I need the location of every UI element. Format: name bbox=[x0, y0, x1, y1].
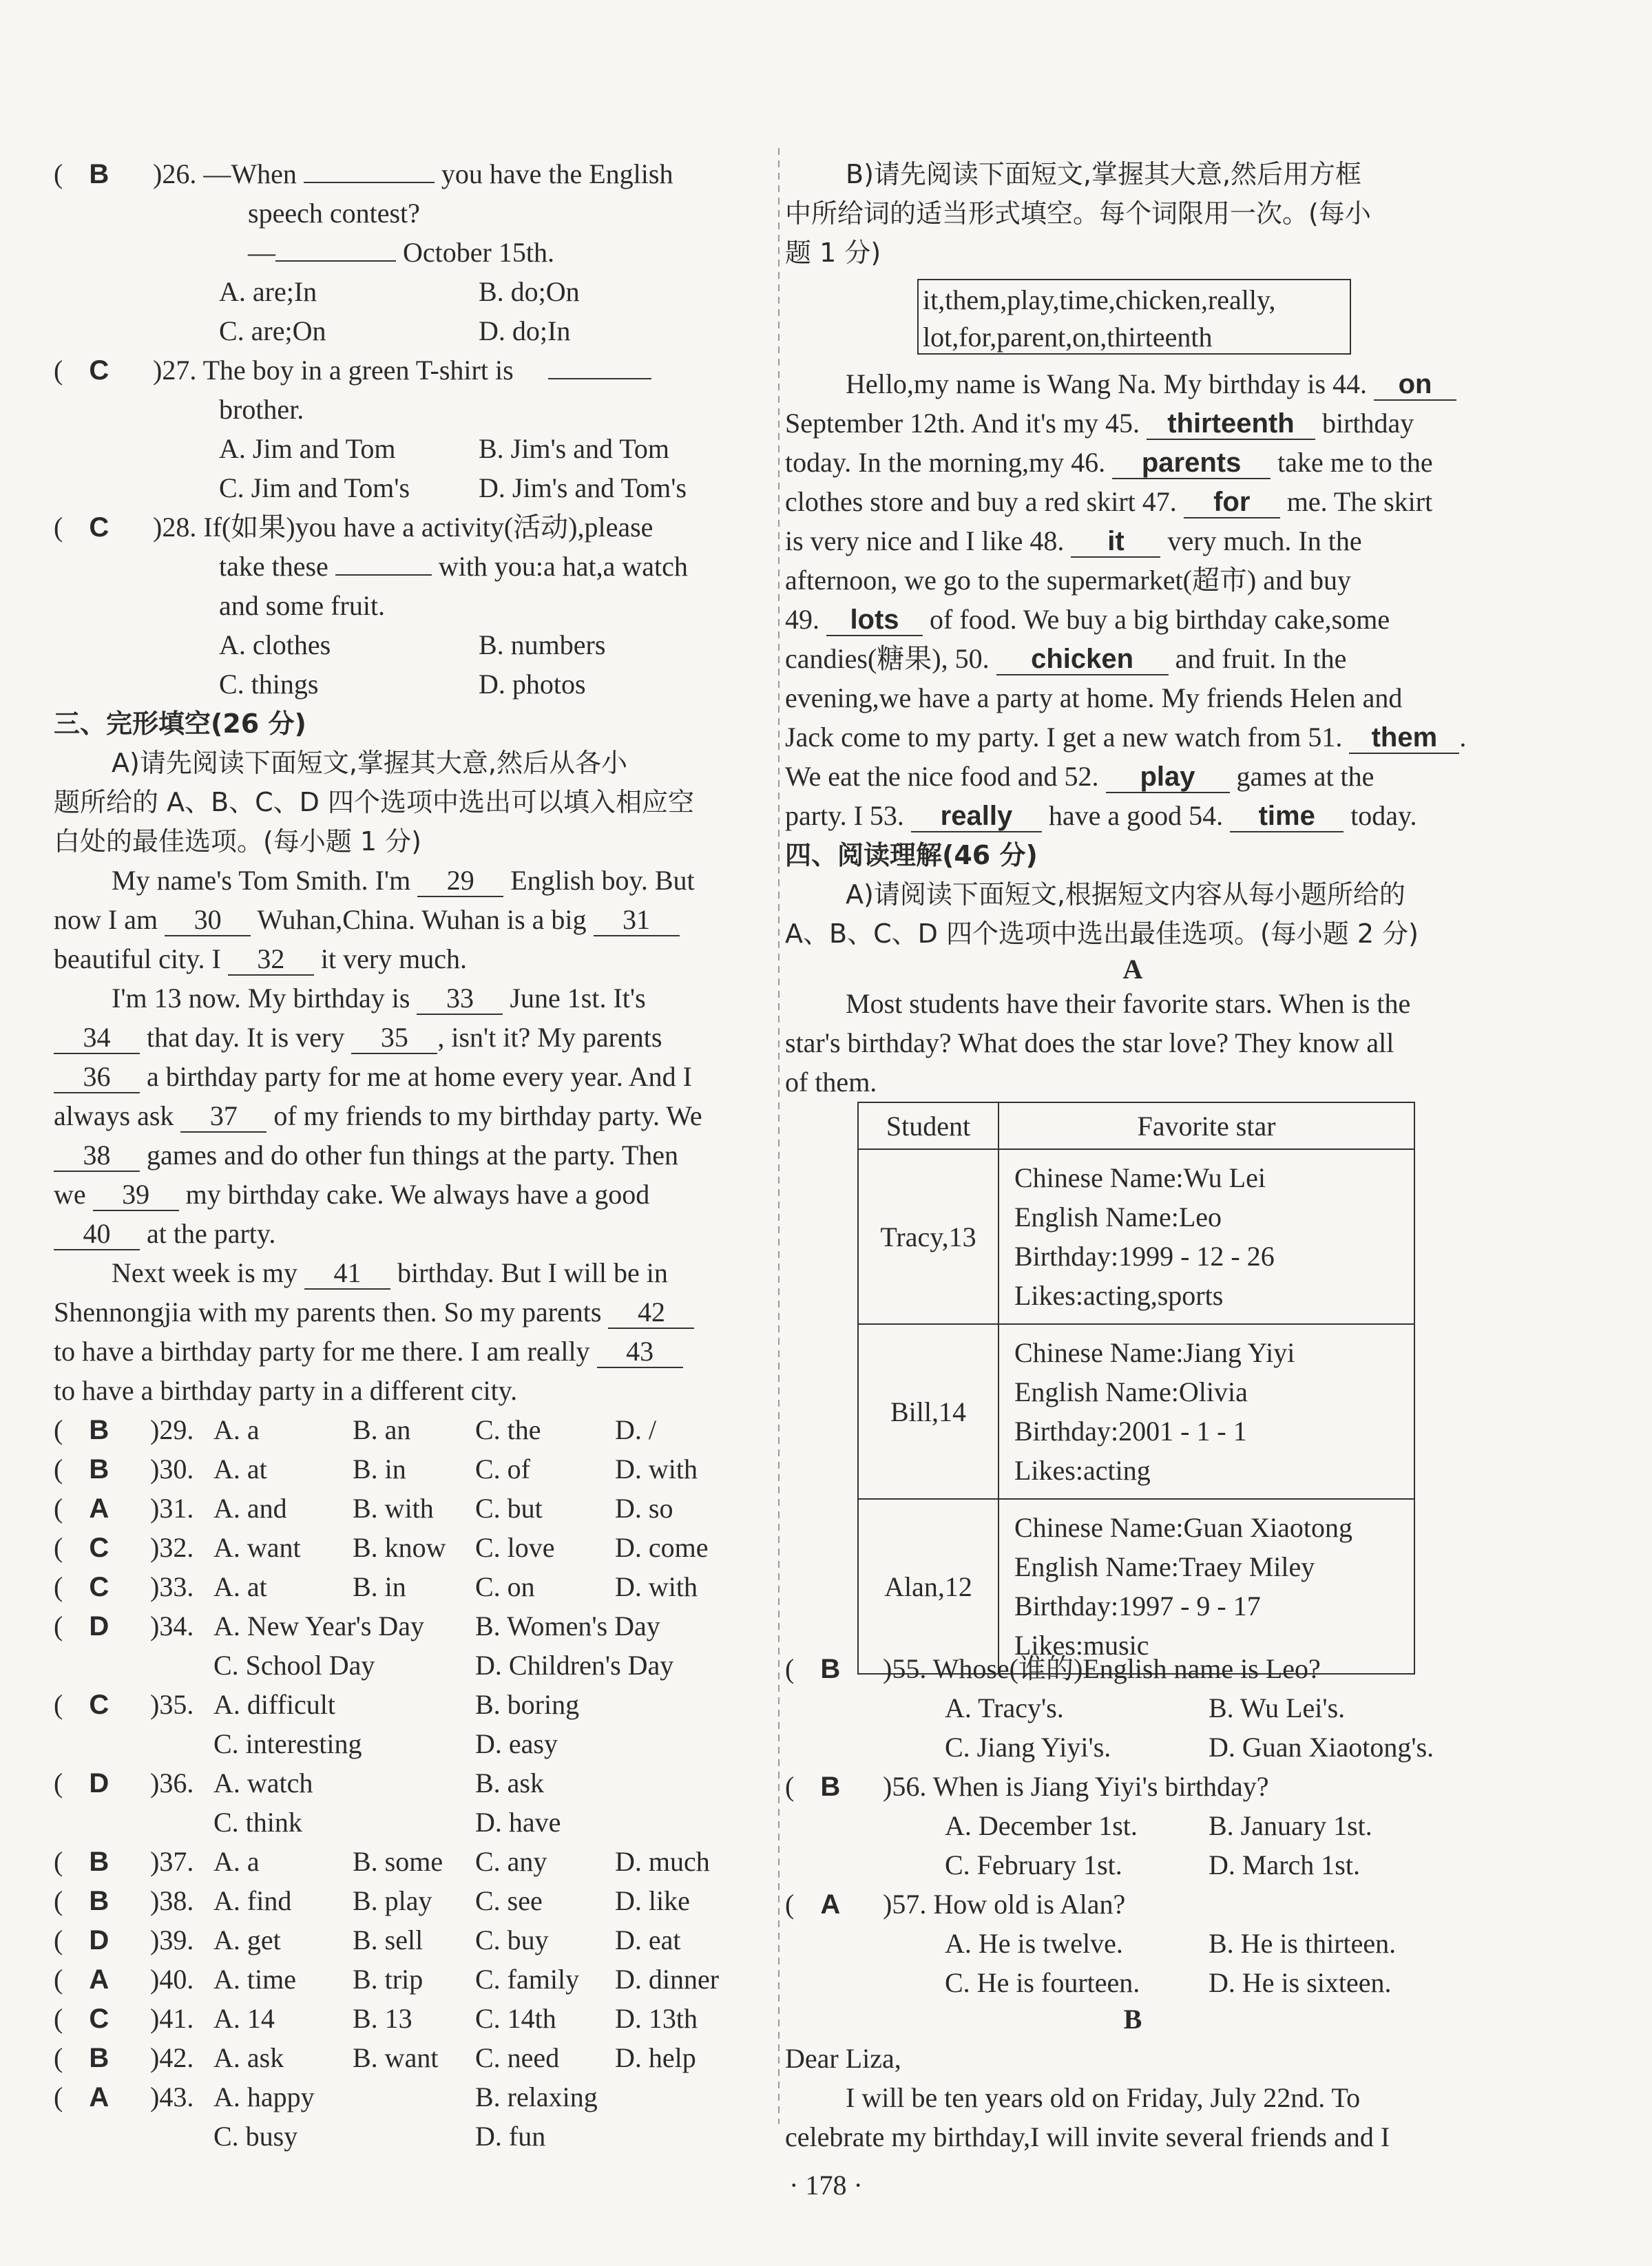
q29-answer: ( B bbox=[54, 1414, 109, 1445]
q34-answer: ( D bbox=[54, 1611, 109, 1641]
student-cell: Bill,14 bbox=[858, 1324, 998, 1499]
q43-option-b: B. relaxing bbox=[475, 2081, 598, 2112]
q40-option-d: D. dinner bbox=[615, 1964, 720, 1995]
q32-option-b: B. know bbox=[353, 1532, 446, 1563]
star-likes: Likes:music bbox=[1014, 1630, 1149, 1661]
q27-line2: brother. bbox=[219, 394, 304, 425]
q32-option-d: D. come bbox=[615, 1532, 709, 1563]
q57-answer: ( A bbox=[785, 1889, 841, 1920]
fill-line-7: 49. lots of food. We buy a big birthday cake,some bbox=[785, 604, 1390, 635]
q29-option-c: C. the bbox=[475, 1414, 541, 1445]
cloze-line-12: Shennongjia with my parents then. So my parents 42 bbox=[54, 1293, 694, 1332]
q40-number: )40. bbox=[150, 1964, 194, 1995]
q27-option-a: A. Jim and Tom bbox=[219, 433, 396, 464]
q27-option-d: D. Jim's and Tom's bbox=[479, 472, 687, 503]
q38-answer: ( B bbox=[54, 1885, 109, 1916]
star-chinese-name: Chinese Name:Wu Lei bbox=[1014, 1162, 1266, 1193]
section-3-heading: 三、完形填空(26 分) bbox=[54, 709, 306, 739]
q41-option-c: C. 14th bbox=[475, 2003, 556, 2034]
star-chinese-name: Chinese Name:Jiang Yiyi bbox=[1014, 1337, 1295, 1368]
q40-option-a: A. time bbox=[213, 1964, 296, 1995]
q35-number: )35. bbox=[150, 1689, 194, 1720]
q35-option-d: D. easy bbox=[475, 1728, 558, 1759]
letter-line-1: I will be ten years old on Friday, July 22nd. To bbox=[846, 2082, 1361, 2113]
q40-option-c: C. family bbox=[475, 1964, 580, 1995]
fill-line-3: today. In the morning,my 46. parents take me to the bbox=[785, 447, 1433, 478]
q56-option-a: A. December 1st. bbox=[945, 1810, 1138, 1841]
star-birthday: Birthday:1997 - 9 - 17 bbox=[1014, 1591, 1261, 1622]
q56-answer: ( B bbox=[785, 1771, 841, 1802]
passage-a-line-2: star's birthday? What does the star love? They know all bbox=[785, 1027, 1394, 1058]
q38-option-b: B. play bbox=[353, 1885, 432, 1916]
q33-number: )33. bbox=[150, 1571, 194, 1602]
q31-option-c: C. but bbox=[475, 1493, 543, 1524]
q39-option-b: B. sell bbox=[353, 1924, 424, 1955]
star-english-name: English Name:Leo bbox=[1014, 1202, 1222, 1232]
q55-option-a: A. Tracy's. bbox=[945, 1692, 1064, 1723]
cloze-instructions-2: 题所给的 A、B、C、D 四个选项中选出可以填入相应空 bbox=[54, 787, 695, 817]
q41-number: )41. bbox=[150, 2003, 194, 2034]
q26-option-a: A. are;In bbox=[219, 276, 317, 307]
q27-answer: ( C bbox=[54, 355, 109, 386]
q57-stem: )57. How old is Alan? bbox=[883, 1889, 1126, 1920]
q38-number: )38. bbox=[150, 1885, 194, 1916]
column-divider bbox=[778, 148, 780, 2124]
q37-answer: ( B bbox=[54, 1846, 109, 1877]
q56-option-b: B. January 1st. bbox=[1209, 1810, 1372, 1841]
q56-option-c: C. February 1st. bbox=[945, 1849, 1122, 1880]
q55-option-c: C. Jiang Yiyi's. bbox=[945, 1732, 1111, 1763]
q42-answer: ( B bbox=[54, 2042, 109, 2073]
q41-option-a: A. 14 bbox=[213, 2003, 275, 2034]
q26-answer: ( B bbox=[54, 158, 109, 189]
table-header-favorite-star: Favorite star bbox=[998, 1102, 1414, 1149]
q33-answer: ( C bbox=[54, 1571, 109, 1602]
q28-line3: and some fruit. bbox=[219, 590, 386, 621]
cloze-line-7: always ask 37 of my friends to my birthday party. We bbox=[54, 1100, 702, 1131]
q26-option-b: B. do;On bbox=[479, 276, 580, 307]
q38-option-c: C. see bbox=[475, 1885, 543, 1916]
star-likes: Likes:acting bbox=[1014, 1455, 1151, 1486]
cloze-line-2: now I am 30 Wuhan,China. Wuhan is a big 31 bbox=[54, 901, 680, 939]
q35-answer: ( C bbox=[54, 1689, 109, 1720]
table-row bbox=[858, 1499, 1414, 1674]
q29-option-d: D. / bbox=[615, 1414, 656, 1445]
fill-line-12: party. I 53. really have a good 54. time today. bbox=[785, 800, 1417, 831]
fill-line-11: We eat the nice food and 52. play games at the bbox=[785, 761, 1374, 792]
q26-option-c: C. are;On bbox=[219, 315, 326, 346]
cloze-line-13: to have a birthday party for me there. I am really 43 bbox=[54, 1332, 683, 1371]
q35-option-c: C. interesting bbox=[213, 1728, 362, 1759]
q55-option-d: D. Guan Xiaotong's. bbox=[1209, 1732, 1434, 1763]
q43-option-d: D. fun bbox=[475, 2121, 546, 2152]
q31-number: )31. bbox=[150, 1493, 194, 1524]
section-4-heading: 四、阅读理解(46 分) bbox=[785, 840, 1038, 870]
q37-option-c: C. any bbox=[475, 1846, 547, 1877]
q55-option-b: B. Wu Lei's. bbox=[1209, 1692, 1346, 1723]
q39-answer: ( D bbox=[54, 1924, 109, 1955]
q40-option-b: B. trip bbox=[353, 1964, 424, 1995]
q32-option-a: A. want bbox=[213, 1532, 301, 1563]
q31-option-b: B. with bbox=[353, 1493, 434, 1524]
q42-option-c: C. need bbox=[475, 2042, 560, 2073]
q34-option-a: A. New Year's Day bbox=[213, 1611, 425, 1641]
q27-option-b: B. Jim's and Tom bbox=[479, 433, 670, 464]
reading-instructions-2: A、B、C、D 四个选项中选出最佳选项。(每小题 2 分) bbox=[785, 919, 1419, 949]
q39-option-d: D. eat bbox=[615, 1924, 681, 1955]
table-header-student: Student bbox=[858, 1102, 998, 1149]
q31-option-d: D. so bbox=[615, 1493, 673, 1524]
star-english-name: English Name:Olivia bbox=[1014, 1376, 1248, 1407]
cloze-line-5: 34 that day. It is very 35 , isn't it? My parents bbox=[54, 1018, 662, 1057]
q34-number: )34. bbox=[150, 1611, 194, 1641]
cloze-instructions-1: A)请先阅读下面短文,掌握其大意,然后从各小 bbox=[112, 748, 627, 778]
passage-a-heading: A bbox=[1122, 954, 1143, 985]
q42-option-a: A. ask bbox=[213, 2042, 284, 2073]
q57-option-a: A. He is twelve. bbox=[945, 1928, 1123, 1959]
word-box-line-1: it,them,play,time,chicken,really, bbox=[923, 284, 1276, 315]
q57-option-d: D. He is sixteen. bbox=[1209, 1967, 1392, 1998]
star-chinese-name: Chinese Name:Guan Xiaotong bbox=[1014, 1512, 1352, 1543]
student-cell: Alan,12 bbox=[858, 1499, 998, 1674]
q30-option-c: C. of bbox=[475, 1454, 530, 1485]
q28-option-d: D. photos bbox=[479, 669, 586, 700]
q57-option-c: C. He is fourteen. bbox=[945, 1967, 1140, 1998]
q36-option-d: D. have bbox=[475, 1807, 561, 1838]
q56-stem: )56. When is Jiang Yiyi's birthday? bbox=[883, 1771, 1269, 1802]
q30-number: )30. bbox=[150, 1454, 194, 1485]
q55-answer: ( B bbox=[785, 1653, 841, 1684]
q42-option-b: B. want bbox=[353, 2042, 439, 2073]
q37-option-b: B. some bbox=[353, 1846, 443, 1877]
table-header-row bbox=[858, 1102, 1414, 1149]
cloze-line-3: beautiful city. I 32 it very much. bbox=[54, 943, 468, 974]
cloze-line-1: My name's Tom Smith. I'm 29 English boy. But bbox=[112, 865, 695, 896]
q29-number: )29. bbox=[150, 1414, 194, 1445]
q26-line3: — October 15th. bbox=[248, 237, 554, 268]
q37-option-d: D. much bbox=[615, 1846, 710, 1877]
q29-option-b: B. an bbox=[353, 1414, 411, 1445]
q42-number: )42. bbox=[150, 2042, 194, 2073]
q37-number: )37. bbox=[150, 1846, 194, 1877]
q55-stem: )55. Whose(谁的)English name is Leo? bbox=[883, 1653, 1321, 1684]
q41-option-d: D. 13th bbox=[615, 2003, 698, 2034]
q43-number: )43. bbox=[150, 2081, 194, 2112]
q30-option-b: B. in bbox=[353, 1454, 406, 1485]
cloze-line-6: 36 a birthday party for me at home every year. And I bbox=[54, 1058, 692, 1096]
q31-option-a: A. and bbox=[213, 1493, 287, 1524]
fill-instructions-1: B)请先阅读下面短文,掌握其大意,然后用方框 bbox=[846, 159, 1362, 189]
q32-option-c: C. love bbox=[475, 1532, 555, 1563]
q39-option-a: A. get bbox=[213, 1924, 281, 1955]
q30-option-d: D. with bbox=[615, 1454, 698, 1485]
star-likes: Likes:acting,sports bbox=[1014, 1280, 1224, 1311]
q28-stem: )28. If(如果)you have a activity(活动),please bbox=[153, 512, 654, 543]
q34-option-b: B. Women's Day bbox=[475, 1611, 660, 1641]
q36-number: )36. bbox=[150, 1767, 194, 1798]
q33-option-c: C. on bbox=[475, 1571, 535, 1602]
fill-line-2: September 12th. And it's my 45. thirteenth birthday bbox=[785, 408, 1414, 439]
cloze-line-11: Next week is my 41 birthday. But I will be in bbox=[112, 1257, 668, 1288]
star-birthday: Birthday:1999 - 12 - 26 bbox=[1014, 1241, 1275, 1272]
star-info-cell bbox=[998, 1324, 1414, 1499]
q33-option-b: B. in bbox=[353, 1571, 406, 1602]
star-birthday: Birthday:2001 - 1 - 1 bbox=[1014, 1416, 1247, 1447]
q29-option-a: A. a bbox=[213, 1414, 260, 1445]
q41-answer: ( C bbox=[54, 2003, 109, 2034]
q32-answer: ( C bbox=[54, 1532, 109, 1563]
passage-a-line-3: of them. bbox=[785, 1067, 877, 1098]
table-row bbox=[858, 1324, 1414, 1499]
word-box bbox=[917, 279, 1351, 355]
cloze-line-14: to have a birthday party in a different city. bbox=[54, 1375, 518, 1406]
q33-option-d: D. with bbox=[615, 1571, 698, 1602]
fill-instructions-2: 中所给词的适当形式填空。每个词限用一次。(每小 bbox=[785, 198, 1371, 229]
q32-number: )32. bbox=[150, 1532, 194, 1563]
q30-option-a: A. at bbox=[213, 1454, 267, 1485]
student-cell: Tracy,13 bbox=[858, 1149, 998, 1324]
q40-answer: ( A bbox=[54, 1964, 109, 1995]
fill-line-6: afternoon, we go to the supermarket(超市) and buy bbox=[785, 565, 1351, 596]
q33-option-a: A. at bbox=[213, 1571, 267, 1602]
cloze-line-9: we 39 my birthday cake. We always have a good bbox=[54, 1179, 650, 1210]
q39-number: )39. bbox=[150, 1924, 194, 1955]
q27-option-c: C. Jim and Tom's bbox=[219, 472, 410, 503]
q36-option-a: A. watch bbox=[213, 1767, 313, 1798]
q36-option-c: C. think bbox=[213, 1807, 302, 1838]
q38-option-a: A. find bbox=[213, 1885, 292, 1916]
q35-option-a: A. difficult bbox=[213, 1689, 336, 1720]
q43-option-c: C. busy bbox=[213, 2121, 298, 2152]
q26-stem: )26. —When you have the English bbox=[153, 158, 673, 189]
q34-option-c: C. School Day bbox=[213, 1650, 375, 1681]
q43-option-a: A. happy bbox=[213, 2081, 315, 2112]
reading-instructions-1: A)请阅读下面短文,根据短文内容从每小题所给的 bbox=[846, 879, 1405, 910]
q36-answer: ( D bbox=[54, 1767, 109, 1798]
q30-answer: ( B bbox=[54, 1454, 109, 1485]
q28-line2: take these with you:a hat,a watch bbox=[219, 551, 688, 582]
fill-line-8: candies(糖果), 50. chicken and fruit. In the bbox=[785, 643, 1347, 674]
passage-a-line-1: Most students have their favorite stars. When is the bbox=[846, 988, 1411, 1019]
table-row bbox=[858, 1149, 1414, 1324]
q36-option-b: B. ask bbox=[475, 1767, 544, 1798]
q41-option-b: B. 13 bbox=[353, 2003, 412, 2034]
fill-instructions-3: 题 1 分) bbox=[785, 238, 881, 268]
q27-stem: )27. The boy in a green T-shirt is bbox=[153, 351, 651, 390]
star-info-cell bbox=[998, 1149, 1414, 1324]
q43-answer: ( A bbox=[54, 2081, 109, 2112]
q28-option-c: C. things bbox=[219, 669, 319, 700]
q35-option-b: B. boring bbox=[475, 1689, 580, 1720]
letter-greeting: Dear Liza, bbox=[785, 2043, 901, 2074]
cloze-line-4: I'm 13 now. My birthday is 33 June 1st. It's bbox=[112, 983, 646, 1014]
q57-option-b: B. He is thirteen. bbox=[1209, 1928, 1397, 1959]
fill-line-1: Hello,my name is Wang Na. My birthday is 44. on bbox=[846, 365, 1456, 403]
q39-option-c: C. buy bbox=[475, 1924, 549, 1955]
cloze-instructions-3: 白处的最佳选项。(每小题 1 分) bbox=[54, 826, 421, 857]
fill-line-10: Jack come to my party. I get a new watch from 51. them . bbox=[785, 722, 1467, 753]
q42-option-d: D. help bbox=[615, 2042, 696, 2073]
letter-line-2: celebrate my birthday,I will invite several friends and I bbox=[785, 2121, 1390, 2152]
q38-option-d: D. like bbox=[615, 1885, 690, 1916]
q26-line2: speech contest? bbox=[248, 198, 420, 229]
q26-option-d: D. do;In bbox=[479, 315, 571, 346]
star-english-name: English Name:Traey Miley bbox=[1014, 1551, 1315, 1582]
page-number: · 178 · bbox=[789, 2170, 863, 2201]
fill-line-5: is very nice and I like 48. it very much. In the bbox=[785, 525, 1362, 556]
fill-line-9: evening,we have a party at home. My friends Helen and bbox=[785, 682, 1403, 713]
passage-b-heading: B bbox=[1123, 2004, 1142, 2035]
favorite-stars-table bbox=[857, 1102, 1415, 1675]
q28-answer: ( C bbox=[54, 512, 109, 543]
cloze-line-8: 38 games and do other fun things at the party. Then bbox=[54, 1136, 678, 1175]
word-box-line-2: lot,for,parent,on,thirteenth bbox=[923, 322, 1213, 353]
star-info-cell bbox=[998, 1499, 1414, 1674]
cloze-line-10: 40 at the party. bbox=[54, 1215, 275, 1253]
q28-option-a: A. clothes bbox=[219, 629, 331, 660]
q37-option-a: A. a bbox=[213, 1846, 260, 1877]
q56-option-d: D. March 1st. bbox=[1209, 1849, 1360, 1880]
fill-line-4: clothes store and buy a red skirt 47. for me. The skirt bbox=[785, 486, 1433, 517]
q34-option-d: D. Children's Day bbox=[475, 1650, 674, 1681]
q28-option-b: B. numbers bbox=[479, 629, 606, 660]
q31-answer: ( A bbox=[54, 1493, 109, 1524]
